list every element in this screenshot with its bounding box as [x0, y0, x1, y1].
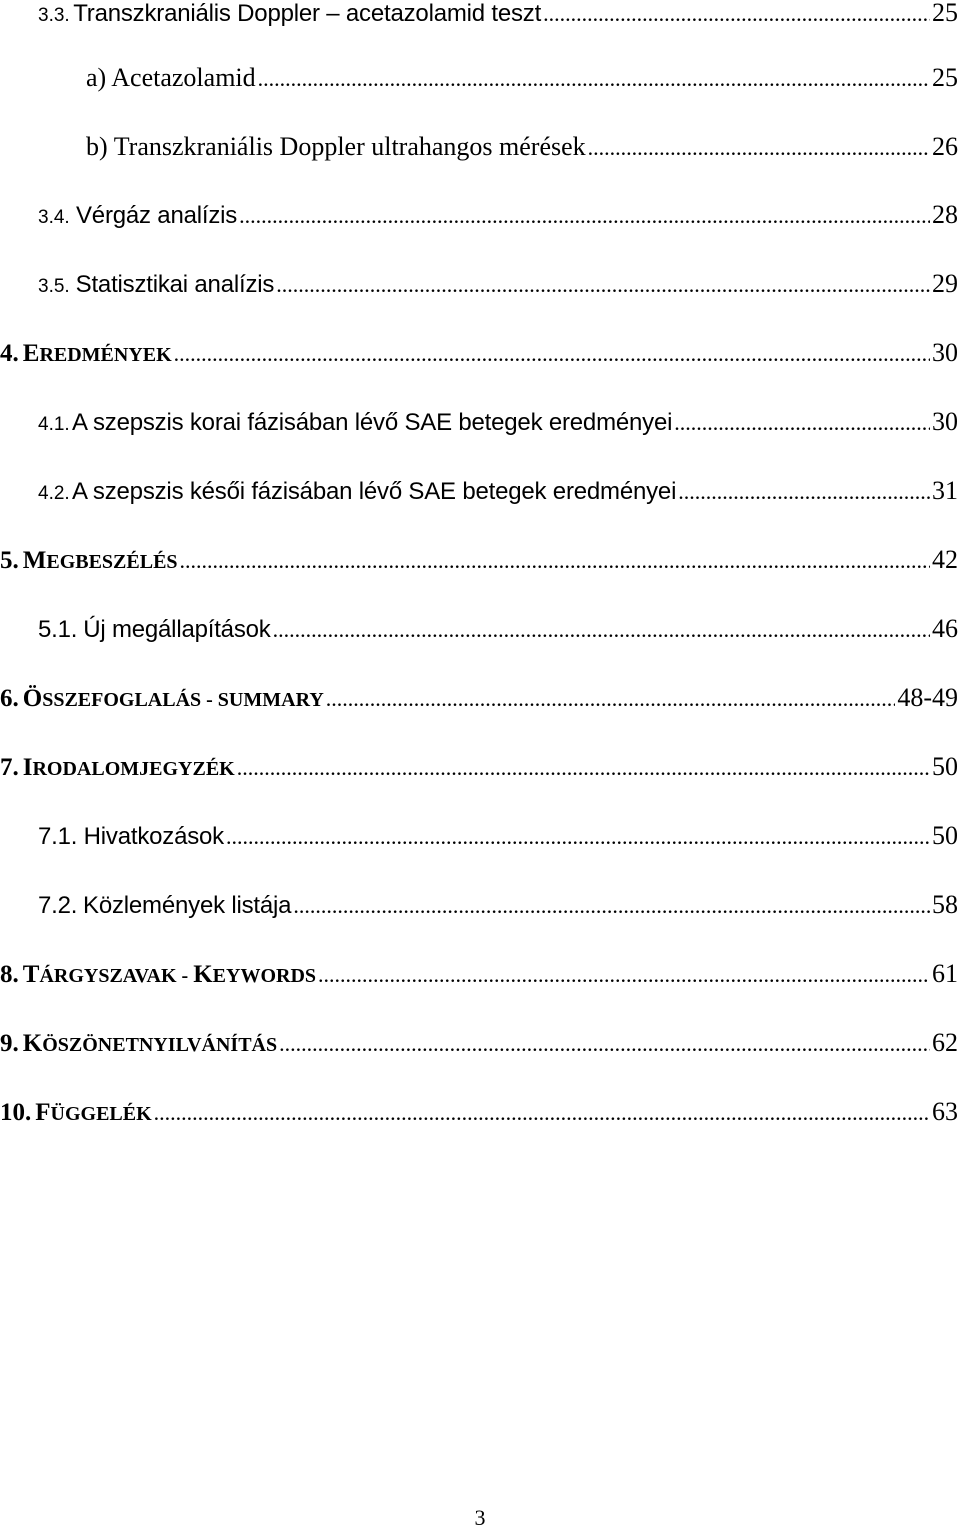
toc-leader-dots	[293, 893, 930, 919]
toc-entry-page: 50	[932, 821, 958, 850]
toc-entry-page: 48-49	[897, 683, 958, 712]
toc-leader-dots	[258, 66, 930, 92]
toc-entry-number: 3.3.	[38, 5, 70, 26]
toc-entry-8[interactable]	[0, 959, 958, 999]
toc-entry-title: Vérgáz analízis	[75, 202, 238, 229]
toc-entry-9[interactable]	[0, 1028, 958, 1068]
toc-entry-page: 29	[932, 269, 958, 298]
toc-entry-title: Közlemények listája	[83, 892, 292, 919]
toc-entry-3-3-a[interactable]	[86, 63, 958, 103]
toc-entry-page: 63	[932, 1097, 958, 1126]
toc-leader-dots	[279, 1031, 930, 1057]
toc-entry-number: 5.	[0, 547, 19, 574]
toc-entry-number: 10.	[0, 1099, 32, 1126]
toc-leader-dots	[154, 1100, 930, 1126]
toc-entry-4-1[interactable]	[38, 407, 958, 447]
toc-entry-title: Új megállapítások	[83, 616, 271, 643]
toc-entry-page: 50	[932, 752, 958, 781]
toc-leader-dots	[326, 686, 896, 712]
toc-title-smallcaps: ÜGGELÉK	[50, 1103, 152, 1125]
toc-entry-title	[23, 338, 172, 368]
toc-title-smallcaps: REDMÉNYEK	[39, 344, 172, 366]
toc-leader-dots	[276, 272, 930, 298]
toc-title-initial: F	[35, 1099, 51, 1126]
toc-entry-3-5[interactable]	[38, 269, 958, 309]
toc-leader-dots	[239, 203, 930, 229]
toc-leader-dots	[174, 341, 930, 367]
toc-entry-title: Hivatkozások	[83, 823, 224, 850]
toc-entry-number: 9.	[0, 1030, 19, 1057]
toc-entry-title: b) Transzkraniális Doppler ultrahangos mérések	[86, 132, 586, 161]
toc-entry-page: 30	[932, 407, 958, 436]
toc-title-initial: K	[22, 1030, 43, 1057]
toc-entry-title: A szepszis korai fázisában lévő SAE betegek eredményei	[72, 409, 673, 436]
toc-leader-dots	[318, 962, 930, 988]
toc-entry-number: 7.1.	[38, 823, 78, 850]
toc-title-smallcaps: ÖSZÖNETNYILVÁNÍTÁS	[42, 1034, 278, 1056]
toc-title-separator: -	[176, 965, 194, 987]
toc-entry-title: a) Acetazolamid	[86, 63, 256, 92]
toc-entry-title: Statisztikai analízis	[75, 271, 275, 298]
toc-title-initial: M	[22, 547, 47, 574]
toc-entry-number: 5.1.	[38, 616, 78, 643]
toc-entry-3-3-b[interactable]	[86, 132, 958, 172]
toc-leader-dots	[226, 824, 930, 850]
toc-title-smallcaps: EGBESZÉLÉS	[46, 551, 178, 573]
toc-entry-page: 26	[932, 132, 958, 161]
toc-entry-title	[23, 683, 324, 713]
toc-leader-dots	[180, 548, 930, 574]
toc-entry-number: 4.1.	[38, 414, 70, 435]
toc-entry-page: 61	[932, 959, 958, 988]
toc-entry-7-2[interactable]	[38, 890, 958, 930]
toc-entry-3-3[interactable]	[38, 0, 958, 38]
toc-entry-number: 7.	[0, 754, 19, 781]
toc-entry-page: 46	[932, 614, 958, 643]
toc-entry-page: 58	[932, 890, 958, 919]
toc-entry-number: 4.	[0, 340, 19, 367]
toc-title-initial: E	[22, 340, 40, 367]
toc-entry-page: 28	[932, 200, 958, 229]
toc-entry-7[interactable]	[0, 752, 958, 792]
toc-entry-title	[23, 752, 235, 782]
toc-leader-dots	[273, 617, 930, 643]
toc-entry-number: 7.2.	[38, 892, 78, 919]
toc-title-smallcaps: RODALOMJEGYZÉK	[32, 758, 235, 780]
toc-entry-6[interactable]	[0, 683, 958, 723]
toc-entry-title: A szepszis késői fázisában lévő SAE betegek eredményei	[71, 478, 677, 505]
toc-entry-title	[23, 959, 316, 989]
toc-entry-5-1[interactable]	[38, 614, 958, 654]
toc-entry-number: 8.	[0, 961, 19, 988]
toc-entry-7-1[interactable]	[38, 821, 958, 861]
toc-entry-title	[35, 1097, 151, 1127]
toc-entry-page: 62	[932, 1028, 958, 1057]
toc-entry-page: 30	[932, 338, 958, 367]
toc-entry-4[interactable]	[0, 338, 958, 378]
page-number: 3	[474, 1505, 486, 1530]
toc-title-initial: I	[22, 754, 33, 781]
toc-entry-page: 42	[932, 545, 958, 574]
toc-leader-dots	[543, 1, 930, 27]
toc-leader-dots	[588, 135, 930, 161]
toc-entry-number: 4.2.	[38, 483, 70, 504]
toc-entry-page: 25	[932, 0, 958, 27]
toc-entry-4-2[interactable]	[38, 476, 958, 516]
toc-entry-10[interactable]	[0, 1097, 958, 1137]
toc-entry-3-4[interactable]	[38, 200, 958, 240]
toc-entry-5[interactable]	[0, 545, 958, 585]
toc-leader-dots	[674, 410, 930, 436]
toc-title-smallcaps-2: EYWORDS	[212, 965, 317, 987]
toc-title-initial: T	[22, 961, 40, 988]
toc-title-smallcaps: SSZEFOGLALÁS - SUMMARY	[42, 689, 324, 711]
toc-leader-dots	[678, 479, 930, 505]
toc-entry-page: 31	[932, 476, 958, 505]
toc-leader-dots	[237, 755, 930, 781]
toc-entry-number: 3.4.	[38, 207, 70, 228]
toc-title-initial: Ö	[22, 685, 43, 712]
toc-entry-page: 25	[932, 63, 958, 92]
toc-entry-title: Transzkraniális Doppler – acetazolamid teszt	[73, 0, 542, 27]
toc-entry-title	[23, 545, 178, 575]
toc-title-smallcaps: ÁRGYSZAVAK	[39, 965, 177, 987]
toc-entry-title	[23, 1028, 277, 1058]
toc-title-initial-2: K	[193, 961, 213, 988]
toc-entry-number: 6.	[0, 685, 19, 712]
toc-entry-number: 3.5.	[38, 276, 70, 297]
